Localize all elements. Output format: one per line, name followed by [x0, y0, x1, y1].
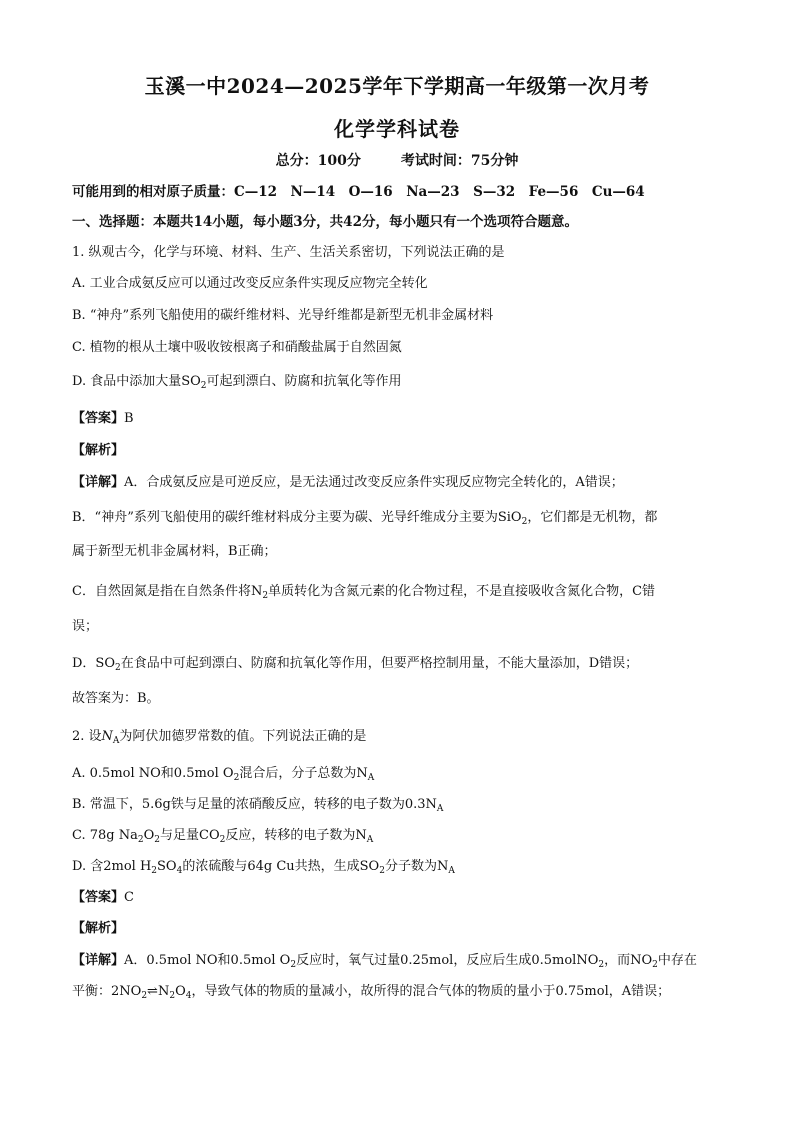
q1-option-a: A. 工业合成氨反应可以通过改变反应条件实现反应物完全转化: [72, 276, 428, 291]
q1-analysis-tag: 【解析】: [72, 443, 125, 458]
q1-detail-a: 【详解】A．合成氨反应是可逆反应，是无法通过改变反应条件实现反应物完全转化的，A错误；: [72, 475, 624, 490]
q1-option-b: B. “神舟”系列飞船使用的碳纤维材料、光导纤维都是新型无机非金属材料: [72, 308, 494, 323]
q2-option-b: B. 常温下，5.6g铁与足量的浓硝酸反应，转移的电子数为$0.3N_A$: [72, 797, 444, 814]
q2-answer: 【答案】C: [72, 890, 134, 905]
exam-subtitle: 化学学科试卷: [334, 117, 460, 141]
exam-title: 玉溪一中2024—2025学年下学期高一年级第一次月考: [144, 74, 650, 98]
q1-answer: 【答案】B: [72, 411, 134, 426]
q2-detail-a1: 【详解】A．0.5mol NO和0.5mol $O_2$反应时，氧气过量0.25mol，反应后生成0.5molNO$_2$，而$NO_2$中存在: [72, 953, 697, 970]
q1-detail-d: D．$SO_2$在食品中可起到漂白、防腐和抗氧化等作用，但要严格控制用量，不能大量添加，D错误；: [72, 656, 639, 673]
q2-option-d: D. 含2mol $H_2SO_4$的浓硫酸与64g Cu共热，生成$SO_2$分子数为$N_A$: [72, 859, 455, 876]
q2-detail-a2: 平衡：$2NO_2\rightleftharpoons N_2O_4$，导致气体的物质的量减小，故所得的混合气体的物质的量小于0.75mol，A错误；: [72, 984, 671, 1001]
q1-detail-b1: B．“神舟”系列飞船使用的碳纤维材料成分主要为碳、光导纤维成分主要为SiO$_2$，它们都是无机物，都: [72, 510, 658, 527]
exam-time: 考试时间：75分钟: [400, 153, 519, 169]
total-score: 总分：100分: [275, 153, 361, 169]
q1-detail-c2: 误；: [72, 619, 99, 634]
section-heading: 一、选择题：本题共14小题，每小题3分，共42分，每小题只有一个选项符合题意。: [72, 214, 578, 230]
q1-option-d: D. 食品中添加大量$SO_2$可起到漂白、防腐和抗氧化等作用: [72, 374, 402, 391]
q1-detail-b2: 属于新型无机非金属材料，B正确；: [72, 544, 277, 559]
q1-stem: 1. 纵观古今，化学与环境、材料、生产、生活关系密切，下列说法正确的是: [72, 245, 505, 260]
q2-option-a: A. 0.5mol NO和0.5mol $O_2$混合后，分子总数为$N_A$: [72, 766, 375, 783]
q2-option-c: C. 78g $Na_2O_2$与足量$CO_2$反应，转移的电子数为$N_A$: [72, 828, 374, 845]
exam-meta: [0, 150, 794, 170]
atomic-masses: 可能用到的相对原子质量：C—12 N—14 O—16 Na—23 S—32 Fe—56 Cu—64: [72, 184, 645, 200]
q2-analysis-tag: 【解析】: [72, 921, 125, 936]
q1-detail-c1: C．自然固氮是指在自然条件将$N_2$单质转化为含氮元素的化合物过程，不是直接吸收含氮化合物，C错: [72, 584, 656, 601]
q1-option-c: C. 植物的根从土壤中吸收铵根离子和硝酸盐属于自然固氮: [72, 340, 402, 355]
q1-conclusion: 故答案为：B。: [72, 691, 160, 706]
q2-stem: 2. 设$N_A$为阿伏加德罗常数的值。下列说法正确的是: [72, 729, 367, 746]
